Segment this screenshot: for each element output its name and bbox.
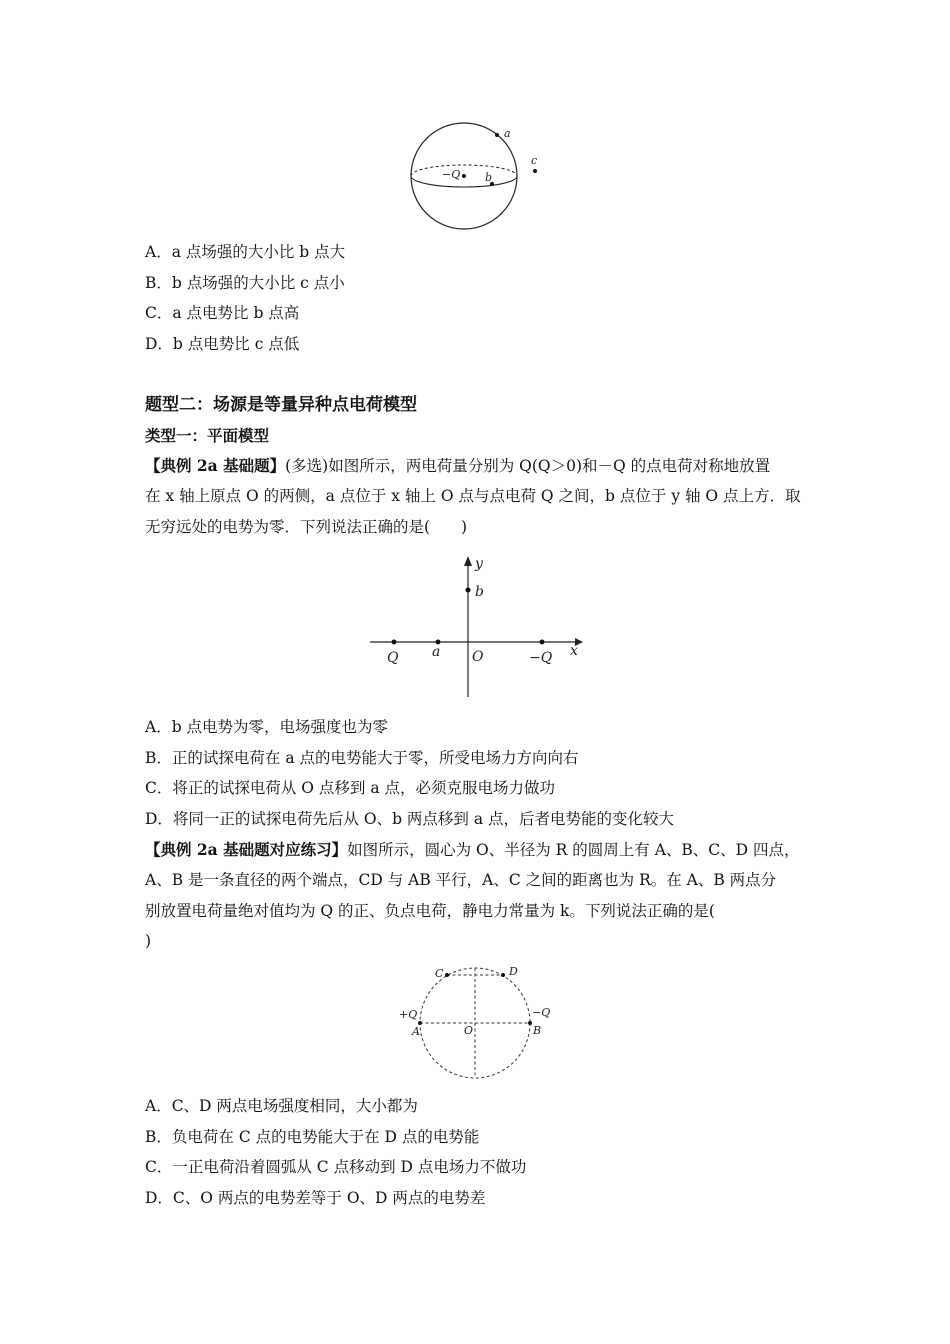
label-b: b [485, 171, 493, 184]
y-axis-arrow-icon [464, 556, 472, 566]
q3-option-b: B．负电荷在 C 点的电势能大于在 D 点的电势能 [145, 1128, 480, 1146]
label-a: a [504, 127, 511, 140]
q1-option-c: C．a 点电势比 b 点高 [145, 304, 300, 322]
label-b: b [475, 584, 484, 600]
example-2a-line-2: 在 x 轴上原点 O 的两侧，a 点位于 x 轴上 O 点与点电荷 Q 之间，b 点位于 y 轴 O 点上方．取 [145, 487, 801, 505]
point-a-dot [495, 133, 499, 137]
point-c-dot [533, 169, 537, 173]
label-o: O [464, 1024, 474, 1037]
q3-option-c: C．一正电荷沿着圆弧从 C 点移动到 D 点电场力不做功 [145, 1158, 527, 1176]
label-o: O [472, 649, 484, 665]
q2-option-b: B．正的试探电荷在 a 点的电势能大于零，所受电场力方向向右 [145, 749, 579, 767]
label-neg-q: −Q [532, 1006, 551, 1019]
label-a: a [432, 644, 441, 660]
practice-2a-line-3: 别放置电荷量绝对值均为 Q 的正、负点电荷，静电力常量为 k。下列说法正确的是( [145, 902, 715, 920]
practice-2a-line-1: 【典例 2a 基础题对应练习】如图所示，圆心为 O、半径为 R 的圆周上有 A、B、C、D 四点， [145, 840, 800, 859]
label-a: A [412, 1025, 420, 1038]
point-d-dot [501, 973, 505, 977]
label-neg-q: −Q [529, 650, 553, 666]
label-x: x [570, 643, 578, 659]
q1-option-b: B．b 点场强的大小比 c 点小 [145, 274, 345, 292]
point-b-dot [528, 1021, 532, 1025]
q3-option-a: A．C、D 两点电场强度相同，大小都为 [145, 1097, 418, 1115]
label-q: Q [387, 650, 399, 666]
q1-option-d: D．b 点电势比 c 点低 [145, 335, 300, 353]
label-b: B [533, 1024, 542, 1037]
label-c: c [531, 154, 538, 167]
charge-center-dot [462, 174, 466, 178]
label-neg-q: −Q [442, 168, 461, 181]
practice-2a-line-4: ) [145, 932, 152, 950]
q2-option-c: C．将正的试探电荷从 O 点移到 a 点，必须克服电场力做功 [145, 779, 556, 797]
axes-figure [365, 552, 585, 700]
point-c-dot [445, 973, 449, 977]
subsection-title: 类型一：平面模型 [145, 426, 270, 445]
charge-q-dot [392, 640, 397, 645]
practice-2a-line-2: A、B 是一条直径的两个端点，CD 与 AB 平行，A、C 之间的距离也为 R。在 A、B 两点分 [145, 871, 777, 889]
point-b-dot [466, 588, 471, 593]
q3-option-d: D．C、O 两点的电势差等于 O、D 两点的电势差 [145, 1189, 486, 1207]
label-c: C [435, 967, 444, 980]
label-pos-q: +Q [399, 1008, 418, 1021]
q2-option-d: D．将同一正的试探电荷先后从 O、b 两点移到 a 点，后者电势能的变化较大 [145, 810, 675, 828]
section-title: 题型二：场源是等量异种点电荷模型 [145, 395, 417, 415]
label-y: y [475, 556, 483, 572]
sphere-figure [400, 118, 560, 236]
example-2a-line-3: 无穷远处的电势为零．下列说法正确的是( ) [145, 518, 468, 536]
circle-figure [395, 962, 560, 1087]
q1-option-a: A．a 点场强的大小比 b 点大 [145, 243, 346, 261]
charge-neg-q-dot [540, 640, 545, 645]
q2-option-a: A．b 点电势为零，电场强度也为零 [145, 718, 389, 736]
example-2a-line-1: 【典例 2a 基础题】(多选)如图所示，两电荷量分别为 Q(Q＞0)和－Q 的点电荷对称地放置 [145, 456, 771, 475]
label-d: D [509, 965, 518, 978]
